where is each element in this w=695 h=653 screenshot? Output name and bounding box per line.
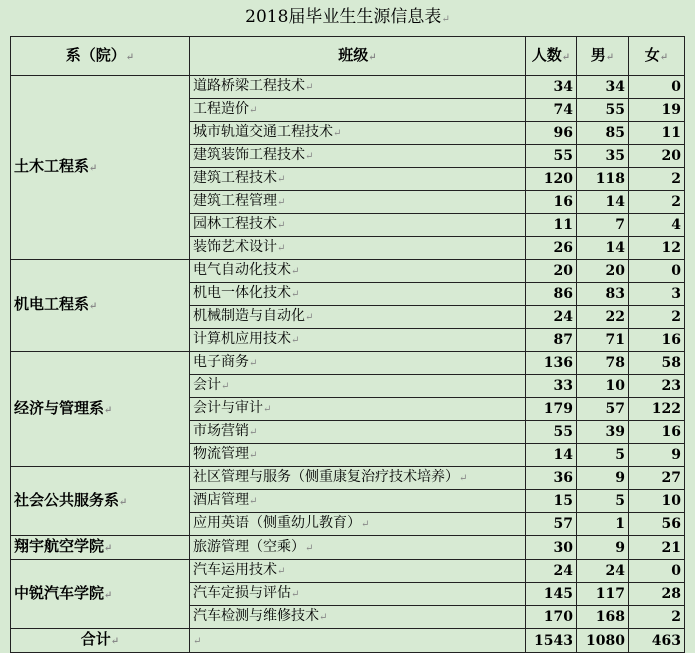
female-cell: 2 [629,191,685,214]
dept-cell: 中锐汽车学院↵ [11,560,190,629]
table-row [11,260,685,283]
total-row [11,629,685,653]
female-cell: 3 [629,283,685,306]
count-cell: 55 [526,421,577,444]
class-cell: 机械制造与自动化↵ [190,306,526,329]
header-row [11,37,685,76]
header-male: 男↵ [577,37,629,76]
class-cell: 建筑工程管理↵ [190,191,526,214]
class-cell: 建筑装饰工程技术↵ [190,145,526,168]
male-cell: 39 [577,421,629,444]
female-cell: 23 [629,375,685,398]
class-cell: 工程造价↵ [190,99,526,122]
female-cell: 4 [629,214,685,237]
total-male: 1080 [577,629,629,653]
female-cell: 0 [629,560,685,583]
header-female: 女↵ [629,37,685,76]
female-cell: 2 [629,306,685,329]
total-count: 1543 [526,629,577,653]
class-cell: 应用英语（侧重幼儿教育）↵ [190,513,526,536]
count-cell: 24 [526,306,577,329]
count-cell: 57 [526,513,577,536]
count-cell: 86 [526,283,577,306]
class-cell: 建筑工程技术↵ [190,168,526,191]
female-cell: 0 [629,260,685,283]
count-cell: 34 [526,76,577,99]
male-cell: 117 [577,583,629,606]
class-cell: 会计↵ [190,375,526,398]
female-cell: 9 [629,444,685,467]
female-cell: 10 [629,490,685,513]
table-row [11,536,685,560]
male-cell: 78 [577,352,629,375]
total-female: 463 [629,629,685,653]
header-count: 人数↵ [526,37,577,76]
female-cell: 2 [629,606,685,629]
count-cell: 15 [526,490,577,513]
female-cell: 58 [629,352,685,375]
count-cell: 136 [526,352,577,375]
class-cell: 汽车定损与评估↵ [190,583,526,606]
female-cell: 20 [629,145,685,168]
count-cell: 36 [526,467,577,490]
count-cell: 96 [526,122,577,145]
female-cell: 19 [629,99,685,122]
male-cell: 22 [577,306,629,329]
graduate-table [10,36,685,653]
count-cell: 26 [526,237,577,260]
count-cell: 120 [526,168,577,191]
male-cell: 10 [577,375,629,398]
class-cell: 汽车检测与维修技术↵ [190,606,526,629]
paragraph-mark-icon: ↵ [441,14,450,25]
class-cell: 电气自动化技术↵ [190,260,526,283]
male-cell: 85 [577,122,629,145]
dept-cell: 机电工程系↵ [11,260,190,352]
table-row [11,560,685,583]
count-cell: 74 [526,99,577,122]
page-title [0,4,695,33]
class-cell: 机电一体化技术↵ [190,283,526,306]
male-cell: 118 [577,168,629,191]
male-cell: 55 [577,99,629,122]
count-cell: 145 [526,583,577,606]
dept-cell: 社会公共服务系↵ [11,467,190,536]
header-dept: 系（院）↵ [11,37,190,76]
class-cell: 旅游管理（空乘）↵ [190,536,526,560]
female-cell: 16 [629,329,685,352]
table-row [11,352,685,375]
total-class-cell: ↵ [190,629,526,653]
female-cell: 122 [629,398,685,421]
male-cell: 5 [577,444,629,467]
male-cell: 35 [577,145,629,168]
total-label: 合计↵ [11,629,190,653]
class-cell: 物流管理↵ [190,444,526,467]
female-cell: 56 [629,513,685,536]
count-cell: 24 [526,560,577,583]
dept-cell: 翔宇航空学院↵ [11,536,190,560]
class-cell: 酒店管理↵ [190,490,526,513]
class-cell: 电子商务↵ [190,352,526,375]
count-cell: 87 [526,329,577,352]
female-cell: 12 [629,237,685,260]
header-class: 班级↵ [190,37,526,76]
count-cell: 55 [526,145,577,168]
table-row [11,76,685,99]
table-body [11,76,685,629]
class-cell: 会计与审计↵ [190,398,526,421]
class-cell: 园林工程技术↵ [190,214,526,237]
male-cell: 7 [577,214,629,237]
class-cell: 计算机应用技术↵ [190,329,526,352]
count-cell: 30 [526,536,577,560]
female-cell: 28 [629,583,685,606]
class-cell: 社区管理与服务（侧重康复治疗技术培养）↵ [190,467,526,490]
female-cell: 16 [629,421,685,444]
dept-cell: 土木工程系↵ [11,76,190,260]
male-cell: 20 [577,260,629,283]
count-cell: 16 [526,191,577,214]
count-cell: 170 [526,606,577,629]
dept-cell: 经济与管理系↵ [11,352,190,467]
female-cell: 11 [629,122,685,145]
count-cell: 14 [526,444,577,467]
male-cell: 57 [577,398,629,421]
class-cell: 城市轨道交通工程技术↵ [190,122,526,145]
male-cell: 24 [577,560,629,583]
count-cell: 33 [526,375,577,398]
male-cell: 14 [577,237,629,260]
count-cell: 11 [526,214,577,237]
class-cell: 市场营销↵ [190,421,526,444]
female-cell: 2 [629,168,685,191]
count-cell: 179 [526,398,577,421]
male-cell: 168 [577,606,629,629]
male-cell: 83 [577,283,629,306]
female-cell: 27 [629,467,685,490]
title-text: 2018届毕业生生源信息表 [245,7,442,27]
male-cell: 71 [577,329,629,352]
male-cell: 9 [577,536,629,560]
female-cell: 21 [629,536,685,560]
male-cell: 1 [577,513,629,536]
male-cell: 9 [577,467,629,490]
female-cell: 0 [629,76,685,99]
class-cell: 汽车运用技术↵ [190,560,526,583]
class-cell: 装饰艺术设计↵ [190,237,526,260]
male-cell: 14 [577,191,629,214]
male-cell: 34 [577,76,629,99]
male-cell: 5 [577,490,629,513]
table-row [11,467,685,490]
class-cell: 道路桥梁工程技术↵ [190,76,526,99]
count-cell: 20 [526,260,577,283]
